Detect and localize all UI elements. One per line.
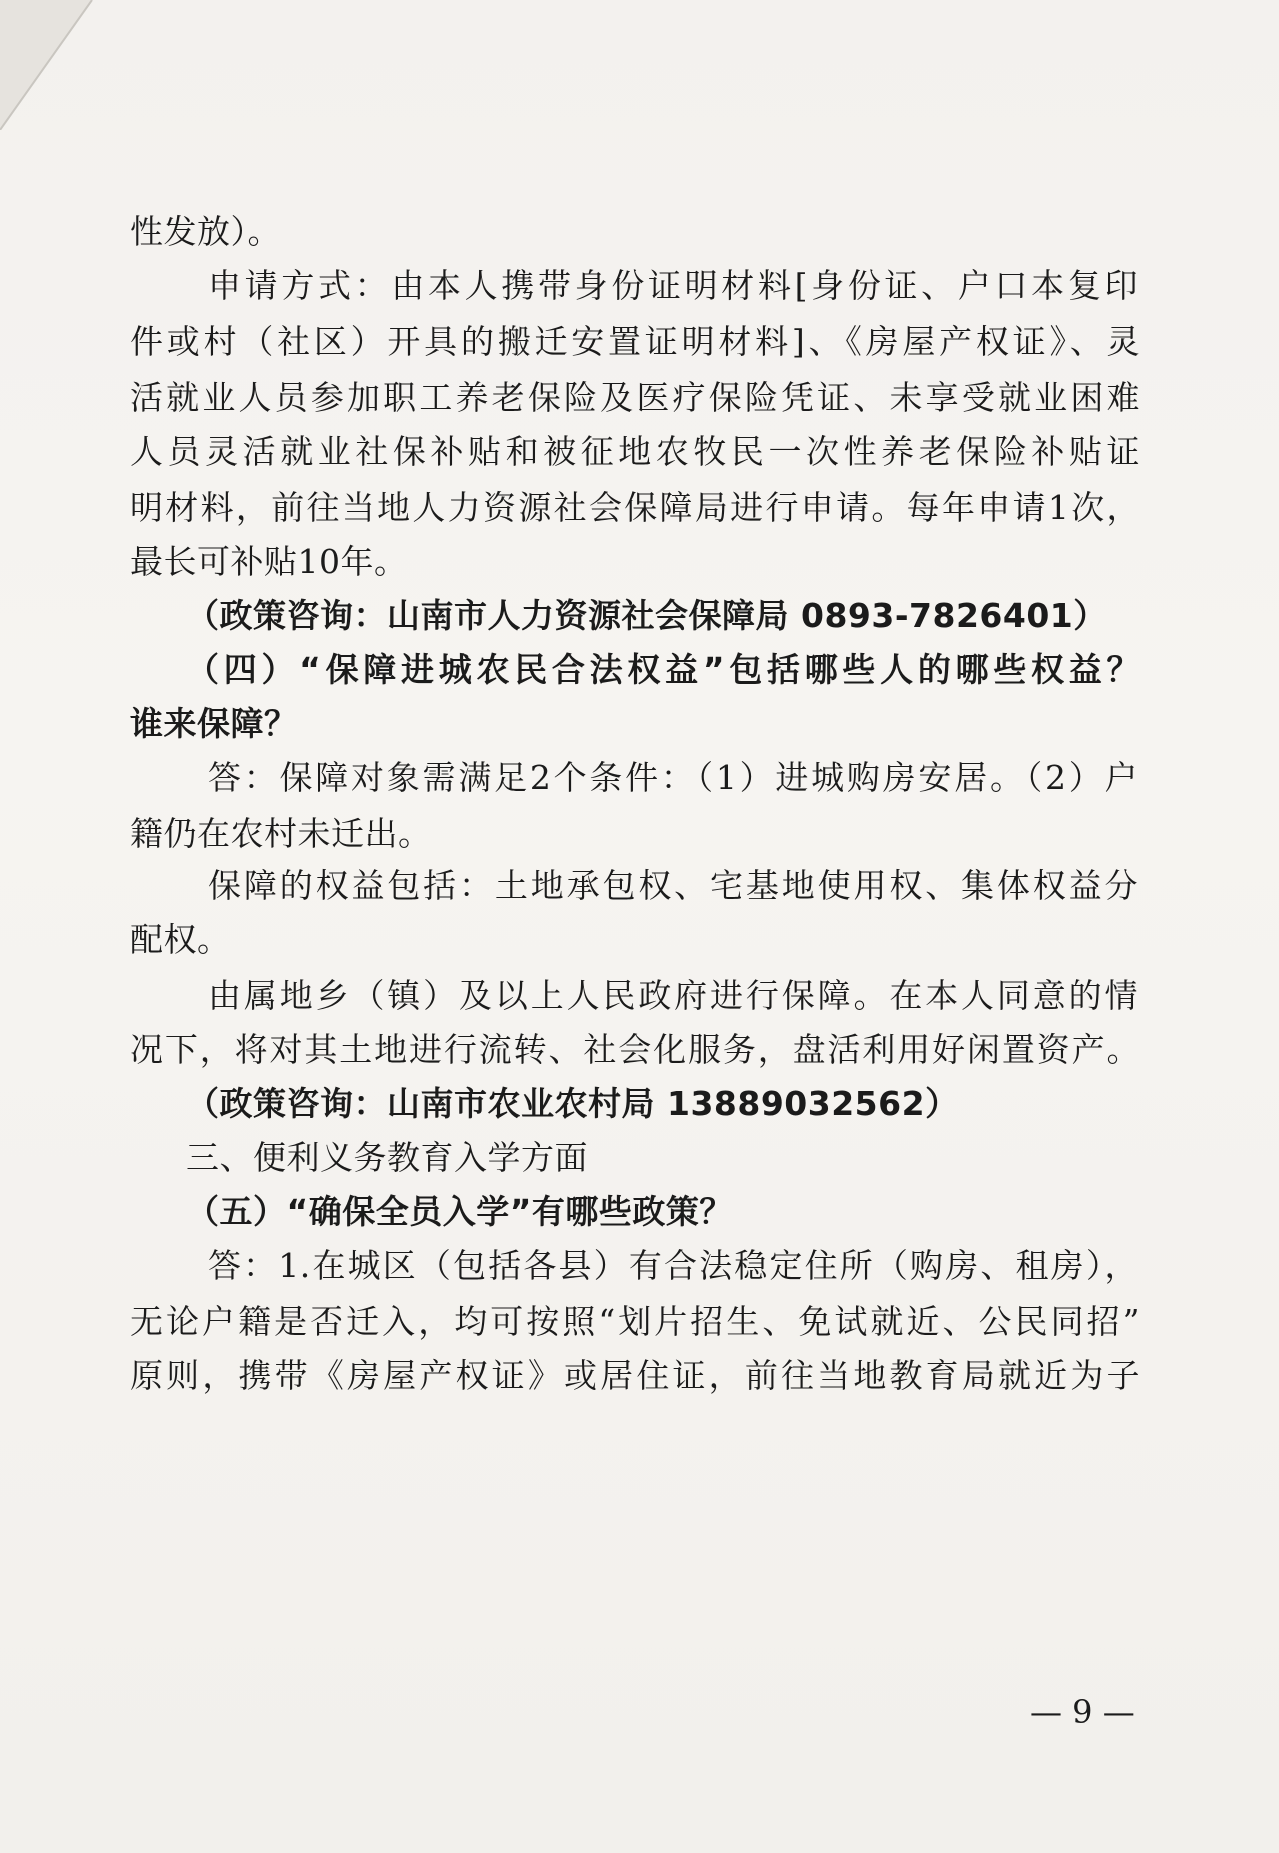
paragraph-line: 最长可补贴10年。 [130, 542, 408, 581]
paragraph-line: 件或村（社区）开具的搬迁安置证明材料]、《房屋产权证》、灵 [130, 322, 1140, 361]
section-heading: 三、便利义务教育入学方面 [186, 1138, 588, 1177]
paragraph-line: 申请方式：由本人携带身份证明材料[身份证、户口本复印 [208, 266, 1138, 305]
paragraph-line: 活就业人员参加职工养老保险及医疗保险凭证、未享受就业困难 [130, 378, 1140, 417]
policy-consultation: （政策咨询：山南市人力资源社会保障局 0893-7826401） [186, 596, 1107, 635]
policy-consultation: （政策咨询：山南市农业农村局 13889032562） [186, 1084, 959, 1123]
paragraph-line: 答：保障对象需满足2个条件：（1）进城购房安居。（2）户 [208, 758, 1138, 797]
paragraph-line: 原则，携带《房屋产权证》或居住证，前往当地教育局就近为子 [130, 1356, 1140, 1395]
paragraph-line: 籍仍在农村未迁出。 [130, 814, 432, 853]
paragraph-line: 明材料，前往当地人力资源社会保障局进行申请。每年申请1次， [130, 488, 1140, 527]
paragraph-line: 答：1.在城区（包括各县）有合法稳定住所（购房、租房）， [208, 1246, 1138, 1285]
section-question: （四）“保障进城农民合法权益”包括哪些人的哪些权益？ [186, 650, 1140, 689]
paragraph-line: 保障的权益包括：土地承包权、宅基地使用权、集体权益分 [208, 866, 1138, 905]
paragraph-line: 况下，将对其土地进行流转、社会化服务，盘活利用好闲置资产。 [130, 1030, 1140, 1069]
paragraph-line: 无论户籍是否迁入，均可按照“划片招生、免试就近、公民同招” [130, 1302, 1140, 1341]
paragraph-line: 配权。 [130, 920, 231, 959]
section-question: （五）“确保全员入学”有哪些政策？ [186, 1192, 733, 1231]
page-number: — 9 — [1030, 1693, 1135, 1731]
paragraph-line: 人员灵活就业社保补贴和被征地农牧民一次性养老保险补贴证 [130, 432, 1140, 471]
section-question: 谁来保障？ [130, 704, 298, 743]
paragraph-line: 性发放）。 [130, 212, 281, 251]
page-fold-shadow [0, 0, 130, 130]
paragraph-line: 由属地乡（镇）及以上人民政府进行保障。在本人同意的情 [208, 976, 1138, 1015]
